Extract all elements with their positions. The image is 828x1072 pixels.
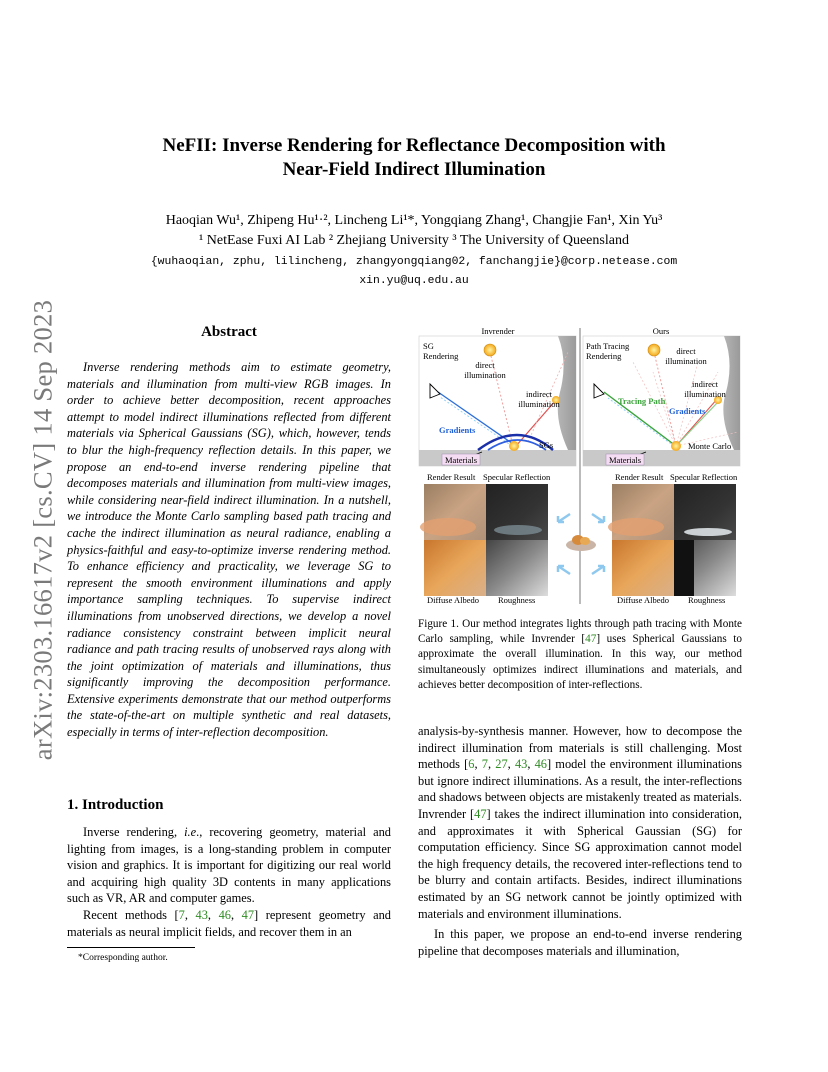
fig-specular-right: Specular Reflection [670, 472, 738, 482]
abstract-heading: Abstract [201, 324, 257, 340]
right-paragraph-1: analysis-by-synthesis manner. However, how to decompose the indirect illumination from materials is still challenging. Most methods [6, 7, 27, 43, 46] model the environment illuminations but ignore indirect illuminations. As a result, the inter-reflections and shadows between objects are mistakenly treated as materials. Invrender [47] takes the indirect illumination into consideration, and approximates it with Spherical Gaussian (SG) for computation efficiency. Since SG approximation cannot model the high frequency details, the recovered inter-reflections tend to be blurry and contain artifacts. Besides, indirect illuminations estimated by an SG network cannot be jointly optimized with materials and environment illuminations. [418, 724, 742, 921]
intro-paragraph-2: Recent methods [7, 43, 46, 47] represent geometry and materials as neural implicit fields, and recover them in an [67, 907, 391, 939]
sun-icon [484, 344, 496, 356]
right-column-body [418, 723, 742, 959]
right-paragraph-2: In this paper, we propose an end-to-end inverse rendering pipeline that decomposes materials and illumination, [418, 927, 742, 958]
intro-heading: 1. Introduction [67, 797, 164, 813]
fig-render-result-right: Render Result [615, 472, 664, 482]
fig-indirect-right: indirect illumination [684, 379, 726, 399]
fig-albedo-right: Diffuse Albedo [617, 595, 670, 605]
fig-materials-left: Materials [445, 455, 478, 465]
citation-link[interactable]: 7 [178, 907, 185, 922]
fig-pt-rendering: Path Tracing Rendering [586, 341, 630, 361]
fig-direct-right: direct illumination [665, 346, 707, 366]
fig-right-title: Ours [652, 326, 670, 336]
citation-link[interactable]: 43 [195, 907, 208, 922]
diffuse-albedo-left [424, 540, 486, 596]
citation-link[interactable]: 46 [218, 907, 231, 922]
figure-caption: Figure 1. Our method integrates lights through path tracing with Monte Carlo sampling, while Invrender [47] uses Spherical Gaussians to approximate the overall illumination. In this way, our method simultaneously optimizes indirect illuminations and materials, and achieves better decomposition of inter-reflections. [418, 618, 743, 691]
citation-link[interactable]: 27 [495, 757, 508, 772]
citation-link[interactable]: 7 [481, 757, 488, 772]
arxiv-id: arXiv:2303.16617v2 [cs.CV] 14 Sep 2023 [27, 299, 58, 761]
fig-roughness-left: Roughness [498, 595, 536, 605]
roughness-left [486, 540, 548, 596]
citation-link[interactable]: 46 [534, 757, 547, 772]
citation-link[interactable]: 43 [514, 757, 528, 772]
fig-roughness-right: Roughness [688, 595, 726, 605]
intro-body [67, 824, 391, 940]
abstract-text: Inverse rendering methods aim to estimate geometry, materials and illumination from multi-view RGB images. In order to achieve better decomposition, recent approaches attempt to model indirect illuminations reflected from different materials via Spherical Gaussians (SG), which, however, tends to blur the high-frequency reflection details. In this paper, we propose an end-to-end inverse rendering pipeline that decomposes materials and illumination from multi-view images, while considering near-field indirect illumination. In a nutshell, we introduce the Monte Carlo sampling based path tracing and cache the indirect illumination as neural radiance, enabling a physics-faithful and easy-to-optimize inverse rendering method. To enhance efficiency and practicality, we leverage SG to represent the smooth environment illuminations and apply importance sampling techniques. To supervise indirect illuminations from unobserved directions, we develop a novel radiance consistency constraint between implicit neural radiance and path tracing results of unobserved rays along with the joint optimization of materials and illuminations, thus significantly improving the decomposition performance. Extensive experiments demonstrate that our method outperforms the state-of-the-art on multiple synthetic and real datasets, especially in terms of inter-reflection decomposition. [67, 360, 391, 740]
fig-specular-left: Specular Reflection [483, 472, 551, 482]
fig-sgs: SGs [539, 440, 554, 450]
fig-indirect-left: indirect illumination [518, 389, 560, 409]
fig-materials-right: Materials [609, 455, 642, 465]
fig-left-title: Invrender [481, 326, 515, 336]
affiliations: ¹ NetEase Fuxi AI Lab ² Zhejiang University ³ The University of Queensland [199, 233, 629, 248]
fig-monte-carlo: Monte Carlo [688, 441, 732, 451]
citation-link[interactable]: 47 [474, 806, 487, 821]
footnote-rule [67, 947, 195, 948]
fig-render-result-left: Render Result [427, 472, 476, 482]
center-object [558, 514, 604, 574]
fig-sg-rendering: SG Rendering [423, 341, 459, 361]
citation-link[interactable]: 47 [585, 633, 597, 646]
fig-gradients-right: Gradients [669, 406, 706, 416]
emails-line-1: {wuhaoqian, zphu, lilincheng, zhangyongqiang02, fanchangjie}@corp.netease.com [150, 256, 678, 268]
citation-link[interactable]: 47 [241, 907, 255, 922]
fig-direct-left: direct illumination [464, 360, 506, 380]
emails-line-2: xin.yu@uq.edu.au [359, 275, 469, 287]
paper-title [100, 134, 728, 182]
citation-link[interactable]: 6 [468, 757, 475, 772]
fig-albedo-left: Diffuse Albedo [427, 595, 480, 605]
diffuse-albedo-right [612, 540, 674, 596]
title-line-1: NeFII: Inverse Rendering for Reflectance Decomposition with [162, 135, 666, 156]
authors: Haoqian Wu¹, Zhipeng Hu¹·², Lincheng Li¹*, Yongqiang Zhang¹, Changjie Fan¹, Xin Yu³ [165, 213, 663, 228]
fig-gradients-left: Gradients [439, 425, 476, 435]
title-line-2: Near-Field Indirect Illumination [282, 159, 546, 180]
fig-tracing-path: Tracing Path [618, 396, 666, 406]
figure-1 [418, 322, 742, 608]
sample-point-icon [671, 441, 681, 451]
intro-paragraph-1: Inverse rendering, i.e., recovering geometry, material and lighting from images, is a long-standing problem in computer vision and graphics. It is important for digitizing our real world and acquiring high quality 3D contents in many applications such as VR, AR and computer games. [67, 825, 391, 906]
sg-lobe-icon [509, 441, 519, 451]
sun-icon [648, 344, 660, 356]
abstract-body [67, 359, 391, 741]
footnote: *Corresponding author. [78, 953, 168, 963]
arxiv-stamp [22, 285, 64, 775]
